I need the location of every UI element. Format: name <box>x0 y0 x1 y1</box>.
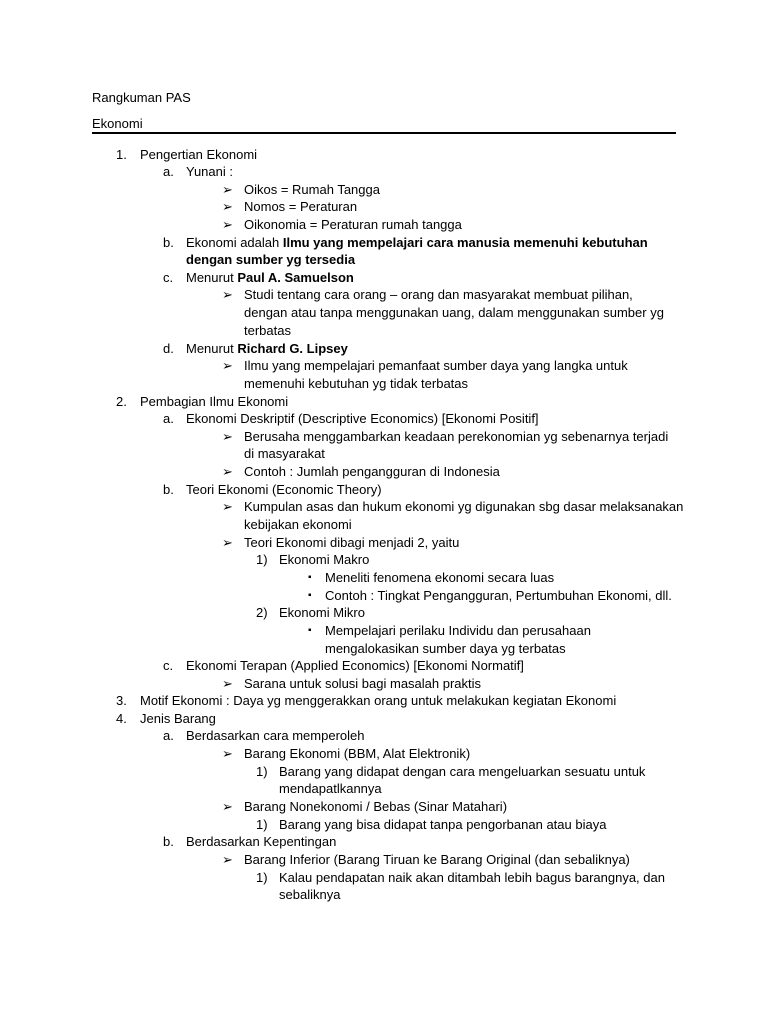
list-item: Ilmu yang mempelajari pemanfaat sumber daya yang langka untuk <box>244 358 628 373</box>
section-heading: Pengertian Ekonomi <box>140 147 258 162</box>
text-run: Menurut <box>186 341 238 356</box>
section-heading: Motif Ekonomi : Daya yg menggerakkan orang untuk melakukan kegiatan Ekonomi <box>140 693 617 708</box>
list-item: Barang Inferior (Barang Tiruan ke Barang Original (dan sebaliknya) <box>244 852 630 867</box>
arrow-bullet-icon: ➢ <box>222 429 233 444</box>
list-item: Barang Ekonomi (BBM, Alat Elektronik) <box>244 746 471 761</box>
arrow-bullet-icon: ➢ <box>222 676 233 691</box>
subject-heading: Ekonomi <box>92 116 143 131</box>
list-item: Barang Nonekonomi / Bebas (Sinar Matahari) <box>244 799 508 814</box>
list-item: Barang yang didapat dengan cara mengeluarkan sesuatu untuk <box>279 764 646 779</box>
arrow-bullet-icon: ➢ <box>222 182 233 197</box>
arrow-bullet-icon: ➢ <box>222 464 233 479</box>
list-item: Contoh : Tingkat Pengangguran, Pertumbuhan Ekonomi, dll. <box>325 588 672 603</box>
list-number: 3. <box>116 693 127 708</box>
list-number: 2) <box>256 605 268 620</box>
arrow-bullet-icon: ➢ <box>222 852 233 867</box>
list-number: 2. <box>116 394 127 409</box>
list-item: Studi tentang cara orang – orang dan masyarakat membuat pilihan, <box>244 287 633 302</box>
list-item: Nomos = Peraturan <box>244 199 358 214</box>
list-item: Oikonomia = Peraturan rumah tangga <box>244 217 462 232</box>
list-item: Teori Ekonomi dibagi menjadi 2, yaitu <box>244 535 460 550</box>
list-item: Kalau pendapatan naik akan ditambah lebih bagus barangnya, dan <box>279 870 665 885</box>
list-item-continuation: terbatas <box>244 323 291 338</box>
list-letter: b. <box>163 482 174 497</box>
arrow-bullet-icon: ➢ <box>222 535 233 550</box>
list-number: 1. <box>116 147 127 162</box>
list-item-continuation: kebijakan ekonomi <box>244 517 352 532</box>
arrow-bullet-icon: ➢ <box>222 199 233 214</box>
section-heading: Jenis Barang <box>140 711 216 726</box>
list-item: Berdasarkan cara memperoleh <box>186 728 365 743</box>
square-bullet-icon: ▪ <box>308 625 312 636</box>
list-number: 1) <box>256 817 268 832</box>
list-item-continuation: sebaliknya <box>279 887 341 902</box>
heading-rule <box>92 132 676 134</box>
list-item-continuation: di masyarakat <box>244 446 325 461</box>
list-letter: a. <box>163 411 174 426</box>
list-item: Barang yang bisa didapat tanpa pengorbanan atau biaya <box>279 817 607 832</box>
bold-text: dengan sumber yg tersedia <box>186 252 356 267</box>
list-letter: c. <box>163 658 174 673</box>
list-item-continuation: memenuhi kebutuhan yg tidak terbatas <box>244 376 469 391</box>
arrow-bullet-icon: ➢ <box>222 358 233 373</box>
list-number: 1) <box>256 870 268 885</box>
list-letter: c. <box>163 270 174 285</box>
list-letter: a. <box>163 164 174 179</box>
list-item-continuation: mendapatlkannya <box>279 781 382 796</box>
list-item <box>186 340 348 357</box>
list-item: Ekonomi Deskriptif (Descriptive Economics) [Ekonomi Positif] <box>186 411 539 426</box>
list-letter: b. <box>163 834 174 849</box>
list-item: Ekonomi Makro <box>279 552 370 567</box>
list-item: Berusaha menggambarkan keadaan perekonomian yg sebenarnya terjadi <box>244 429 669 444</box>
square-bullet-icon: ▪ <box>308 572 312 583</box>
bold-text: Richard G. Lipsey <box>237 341 348 356</box>
list-item <box>186 234 648 251</box>
text-run: Ekonomi adalah <box>186 235 283 250</box>
arrow-bullet-icon: ➢ <box>222 746 233 761</box>
list-letter: d. <box>163 341 174 356</box>
arrow-bullet-icon: ➢ <box>222 287 233 302</box>
list-item: Ekonomi Terapan (Applied Economics) [Ekonomi Normatif] <box>186 658 524 673</box>
text-run: Menurut <box>186 270 238 285</box>
list-item: Berdasarkan Kepentingan <box>186 834 337 849</box>
arrow-bullet-icon: ➢ <box>222 499 233 514</box>
list-item <box>186 269 354 286</box>
list-item: Mempelajari perilaku Individu dan perusahaan <box>325 623 591 638</box>
bold-text: Paul A. Samuelson <box>237 270 354 285</box>
list-item: Meneliti fenomena ekonomi secara luas <box>325 570 555 585</box>
list-item: Yunani : <box>186 164 233 179</box>
list-number: 4. <box>116 711 127 726</box>
list-item-continuation: dengan atau tanpa menggunakan uang, dalam menggunakan sumber yg <box>244 305 664 320</box>
bold-text: Ilmu yang mempelajari cara manusia memenuhi kebutuhan <box>282 235 648 250</box>
list-number: 1) <box>256 764 268 779</box>
arrow-bullet-icon: ➢ <box>222 799 233 814</box>
list-item: Teori Ekonomi (Economic Theory) <box>186 482 382 497</box>
arrow-bullet-icon: ➢ <box>222 217 233 232</box>
list-item: Kumpulan asas dan hukum ekonomi yg digunakan sbg dasar melaksanakan <box>244 499 684 514</box>
list-item: Contoh : Jumlah pengangguran di Indonesia <box>244 464 500 479</box>
list-item: Oikos = Rumah Tangga <box>244 182 380 197</box>
square-bullet-icon: ▪ <box>308 590 312 601</box>
list-number: 1) <box>256 552 268 567</box>
list-letter: a. <box>163 728 174 743</box>
list-item: Ekonomi Mikro <box>279 605 365 620</box>
section-heading: Pembagian Ilmu Ekonomi <box>140 394 289 409</box>
list-item-continuation: mengalokasikan sumber daya yg terbatas <box>325 641 566 656</box>
list-item: Sarana untuk solusi bagi masalah praktis <box>244 676 482 691</box>
list-letter: b. <box>163 235 174 250</box>
document-title: Rangkuman PAS <box>92 90 191 105</box>
